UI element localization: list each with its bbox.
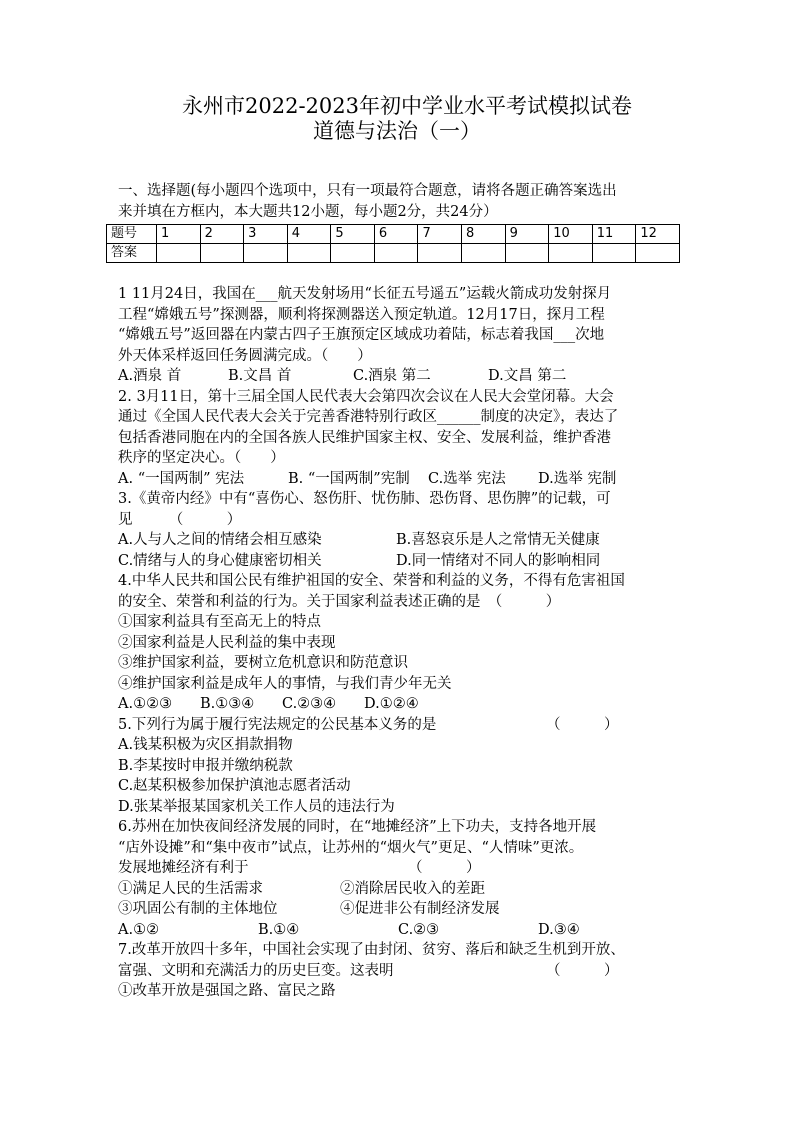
question-number-cell: 10 <box>549 225 593 244</box>
answer-cell[interactable] <box>505 244 549 263</box>
q2-option-b: B. “一国两制”宪制 <box>288 470 410 487</box>
q4-option-d: D.①②④ <box>364 696 419 712</box>
q7-stem: 富强、文明和充满活力的历史巨变。这表明 <box>118 962 394 979</box>
q6-stem: 发展地摊经济有利于 <box>118 860 249 876</box>
q6-statements <box>118 899 698 920</box>
q1-text: “嫦娥五号”返回器在内蒙古四子王旗预定区域成功着陆，标志着我国___次地 <box>118 327 605 343</box>
exam-title: 永州市2022-2023年初中学业水平考试模拟试卷 <box>182 94 632 118</box>
q4-text: 的安全、荣誉和利益的行为。关于国家利益表述正确的是 （ ） <box>118 593 561 610</box>
answer-cell[interactable] <box>331 244 375 263</box>
question-number-cell: 9 <box>505 225 549 244</box>
q3-option-d: D.同一情绪对不同人的影响相同 <box>396 552 601 569</box>
q2-text: 包括香港同胞在内的全国各族人民维护国家主权、安全、发展利益，维护香港 <box>118 429 611 446</box>
answer-cell[interactable] <box>549 244 593 263</box>
q3-options <box>118 530 698 551</box>
answer-cell[interactable] <box>200 244 244 263</box>
q1-option-b: B.文昌 首 <box>228 368 292 384</box>
question-number-cell: 7 <box>418 225 462 244</box>
q4-statement: ③维护国家利益，要树立危机意识和防范意识 <box>118 655 408 671</box>
question-number-cell: 1 <box>157 225 201 244</box>
q5-stem: 5.下列行为属于履行宪法规定的公民基本义务的是 <box>118 716 437 733</box>
q6-text <box>118 858 698 879</box>
q5-answer-paren: （ ） <box>546 716 619 733</box>
q2-option-a: A. “一国两制” 宪法 <box>118 470 245 487</box>
q6-text: 6.苏州在加快夜间经济发展的同时，在“地摊经济”上下功夫，支持各地开展 <box>118 819 597 835</box>
q6-text: “店外设摊”和“集中夜市”试点，让苏州的“烟火气”更足、“人情味”更浓。 <box>118 839 584 856</box>
q6-statement: ③巩固公有制的主体地位 <box>118 901 278 917</box>
q3-option-a: A.人与人之间的情绪会相互感染 <box>118 532 322 548</box>
q6-options <box>118 920 698 941</box>
q3-options <box>118 551 698 572</box>
question-number-cell: 3 <box>244 225 288 244</box>
q4-statement: ①国家利益具有至高无上的特点 <box>118 614 321 630</box>
answer-cell[interactable] <box>157 244 201 263</box>
q4-option-c: C.②③④ <box>282 696 337 712</box>
q4-option-a: A.①②③ <box>118 696 173 712</box>
q2-text: 通过《全国人民代表大会关于完善香港特别行政区______制度的决定》，表达了 <box>118 409 619 425</box>
q2-text: 秩序的坚定决心。（ ） <box>118 450 285 466</box>
answer-cell[interactable] <box>592 244 636 263</box>
answer-cell[interactable] <box>462 244 506 263</box>
q4-options <box>118 694 698 715</box>
q3-option-b: B.喜怒哀乐是人之常情无关健康 <box>396 532 600 548</box>
answer-cell[interactable] <box>244 244 288 263</box>
section-line-2: 来并填在方框内，本大题共12小题，每小题2分，共24分） <box>118 204 498 220</box>
q1-option-c: C.酒泉 第二 <box>353 368 431 384</box>
q3-text: 见 （ ） <box>118 511 242 528</box>
answer-cell[interactable] <box>374 244 418 263</box>
section-line-1: 一、选择题(每小题四个选项中，只有一项最符合题意，请将各题正确答案选出 <box>118 183 617 199</box>
answer-table <box>106 224 680 263</box>
answer-row <box>107 244 680 263</box>
q2-option-c: C.选举 宪法 <box>428 470 506 487</box>
q4-statement: ②国家利益是人民利益的集中表现 <box>118 634 336 651</box>
q2-text: 2. 3月11日，第十三届全国人民代表大会第四次会议在人民大会堂闭幕。大会 <box>118 388 614 405</box>
q4-text: 4.中华人民共和国公民有维护祖国的安全、荣誉和利益的义务，不得有危害祖国 <box>118 573 625 589</box>
q7-text: 7.改革开放四十多年，中国社会实现了由封闭、贫穷、落后和缺乏生机到开放、 <box>118 942 625 958</box>
q7-statement: ①改革开放是强国之路、富民之路 <box>118 983 336 999</box>
q1-option-d: D.文昌 第二 <box>488 368 567 384</box>
question-number-cell: 2 <box>200 225 244 244</box>
q7-answer-paren: （ ） <box>546 962 619 979</box>
exam-subtitle: 道德与法治（一） <box>313 119 481 143</box>
q4-statement: ④维护国家利益是成年人的事情，与我们青少年无关 <box>118 675 452 692</box>
question-number-row <box>107 225 680 244</box>
question-number-cell: 5 <box>331 225 375 244</box>
section-instructions <box>118 181 688 223</box>
q5-text <box>118 715 698 736</box>
q1-text: 1 11月24日，我国在___航天发射场用“长征五号遥五”运载火箭成功发射探月 <box>118 286 612 302</box>
q1-options <box>118 366 698 387</box>
q4-option-b: B.①③④ <box>200 696 255 712</box>
q6-statements <box>118 879 698 900</box>
q6-option-b: B.①④ <box>258 921 300 938</box>
q6-option-d: D.③④ <box>538 921 580 938</box>
question-number-cell: 11 <box>592 225 636 244</box>
q6-statement: ①满足人民的生活需求 <box>118 880 263 897</box>
q3-text: 3.《黄帝内经》中有“喜伤心、怒伤肝、忧伤肺、恐伤肾、思伤脾”的记载，可 <box>118 491 611 507</box>
q6-option-a: A.①② <box>118 921 160 938</box>
q1-text: 外天体采样返回任务圆满完成。（ ） <box>118 347 372 364</box>
q3-option-c: C.情绪与人的身心健康密切相关 <box>118 552 322 569</box>
q2-options <box>118 469 698 490</box>
question-number-cell: 4 <box>287 225 331 244</box>
answer-cell[interactable] <box>636 244 680 263</box>
row-label-answer: 答案 <box>107 244 157 263</box>
q2-option-d: D.选举 宪制 <box>538 470 617 487</box>
question-number-cell: 12 <box>636 225 680 244</box>
question-number-cell: 8 <box>462 225 506 244</box>
q5-option-a: A.钱某积极为灾区捐款捐物 <box>118 737 293 753</box>
question-number-cell: 6 <box>374 225 418 244</box>
q6-option-c: C.②③ <box>398 921 440 938</box>
q7-text <box>118 961 698 982</box>
row-label-question-number: 题号 <box>107 225 157 244</box>
answer-cell[interactable] <box>418 244 462 263</box>
q6-statement: ②消除居民收入的差距 <box>340 880 485 897</box>
question-list <box>118 284 698 1002</box>
q1-option-a: A.酒泉 首 <box>118 368 182 384</box>
q6-statement: ④促进非公有制经济发展 <box>340 901 500 917</box>
q6-answer-paren: （ ） <box>408 860 481 876</box>
q5-option-c: C.赵某积极参加保护滇池志愿者活动 <box>118 778 351 794</box>
q5-option-b: B.李某按时申报并缴纳税款 <box>118 757 293 774</box>
answer-cell[interactable] <box>287 244 331 263</box>
q5-option-d: D.张某举报某国家机关工作人员的违法行为 <box>118 798 395 815</box>
q1-text: 工程“嫦娥五号”探测器，顺利将探测器送入预定轨道。12月17日，探月工程 <box>118 306 605 323</box>
